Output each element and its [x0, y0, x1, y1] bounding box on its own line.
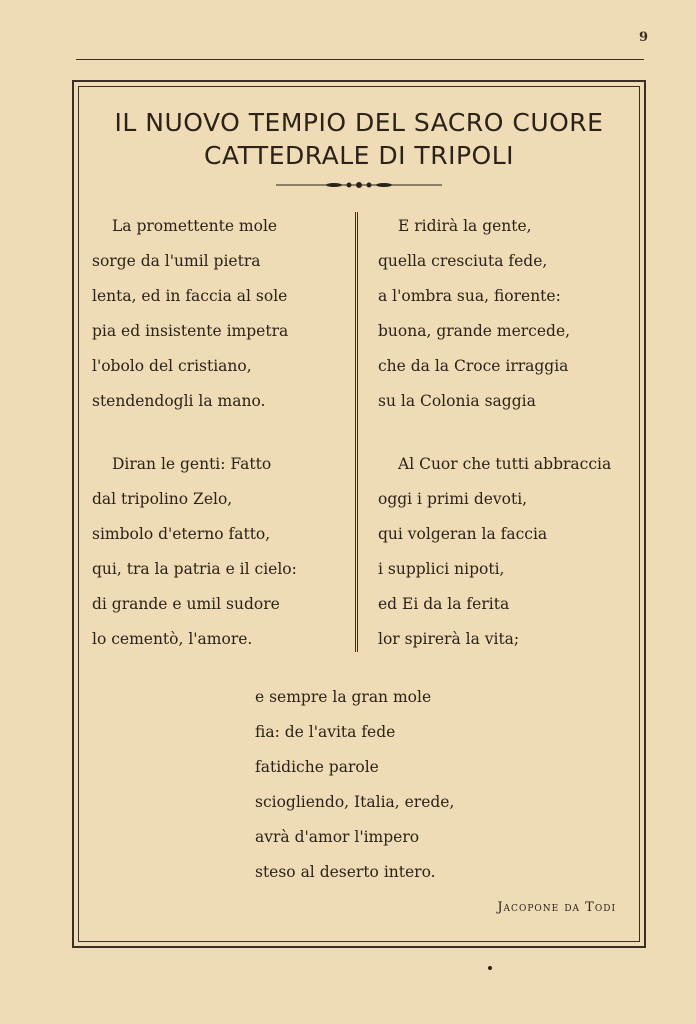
verse-line: di grande e umil sudore: [92, 595, 280, 613]
author-signature: Jacopone da Todi: [497, 900, 616, 915]
verse-line: La promettente mole: [112, 217, 278, 235]
page-title: [80, 106, 638, 172]
verse-line: sorge da l'umil pietra: [92, 252, 261, 270]
verse-line: Diran le genti: Fatto: [112, 455, 272, 473]
title-line-2: CATTEDRALE DI TRIPOLI: [203, 141, 515, 170]
verse-line: simbolo d'eterno fatto,: [92, 525, 271, 543]
stanza-4: [378, 447, 611, 657]
verse-line: oggi i primi devoti,: [378, 490, 528, 508]
title-line-1: IL NUOVO TEMPIO DEL SACRO CUORE: [114, 108, 604, 137]
verse-line: quella cresciuta fede,: [378, 252, 548, 270]
decorative-rule-icon: [274, 178, 444, 192]
final-stanza: [255, 680, 454, 890]
verse-line: lo cementò, l'amore.: [92, 630, 253, 648]
column-divider: [355, 212, 358, 652]
stanza-2: [92, 447, 297, 657]
verse-line: lenta, ed in faccia al sole: [92, 287, 288, 305]
poem-left-column: [92, 209, 297, 657]
verse-line: che da la Croce irraggia: [378, 357, 569, 375]
verse-line: avrà d'amor l'impero: [255, 828, 420, 846]
poem-right-column: [378, 209, 611, 657]
stanza-1: [92, 209, 297, 419]
verse-line: qui volgeran la faccia: [378, 525, 548, 543]
verse-line: E ridirà la gente,: [398, 217, 532, 235]
verse-line: dal tripolino Zelo,: [92, 490, 233, 508]
verse-line: su la Colonia saggia: [378, 392, 536, 410]
verse-line: a l'ombra sua, fiorente:: [378, 287, 561, 305]
stanza-3: [378, 209, 611, 419]
verse-line: pia ed insistente impetra: [92, 322, 289, 340]
ink-speck: [488, 966, 492, 970]
verse-line: fia: de l'avita fede: [255, 723, 396, 741]
verse-line: qui, tra la patria e il cielo:: [92, 560, 297, 578]
verse-line: fatidiche parole: [255, 758, 379, 776]
verse-line: steso al deserto intero.: [255, 863, 436, 881]
page-number: 9: [638, 30, 648, 45]
verse-line: ed Ei da la ferita: [378, 595, 510, 613]
verse-line: l'obolo del cristiano,: [92, 357, 252, 375]
verse-line: sciogliendo, Italia, erede,: [255, 793, 455, 811]
verse-line: i supplici nipoti,: [378, 560, 505, 578]
verse-line: stendendogli la mano.: [92, 392, 266, 410]
top-rule: [76, 59, 644, 60]
verse-line: buona, grande mercede,: [378, 322, 571, 340]
verse-line: lor spirerà la vita;: [378, 630, 520, 648]
verse-line: Al Cuor che tutti abbraccia: [398, 455, 612, 473]
verse-line: e sempre la gran mole: [255, 688, 432, 706]
